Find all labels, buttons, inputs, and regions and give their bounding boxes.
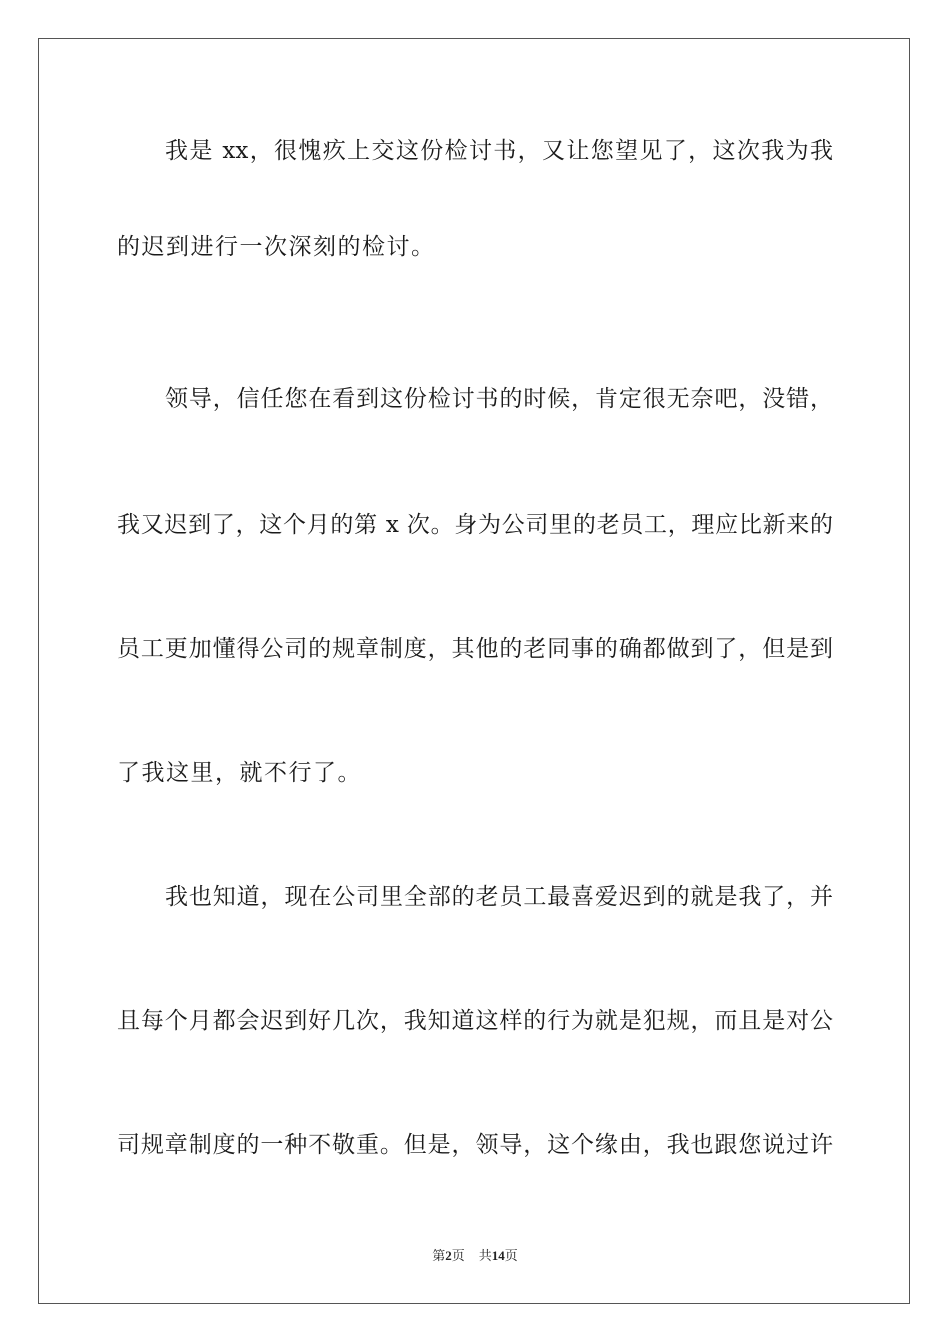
paragraph-line: 且每个月都会迟到好几次，我知道这样的行为就是犯规，而且是对公 <box>117 1008 833 1034</box>
page-prefix: 第 <box>432 1248 446 1263</box>
page-footer <box>0 1247 950 1265</box>
paragraph-line: 司规章制度的一种不敬重。但是，领导，这个缘由，我也跟您说过许 <box>117 1132 833 1158</box>
paragraph-line: 了我这里，就不行了。 <box>117 760 362 786</box>
total-suffix: 页 <box>504 1248 518 1263</box>
paragraph-line: 员工更加懂得公司的规章制度，其他的老同事的确都做到了，但是到 <box>117 636 833 662</box>
paragraph-line: 我又迟到了，这个月的第 x 次。身为公司里的老员工，理应比新来的 <box>117 512 833 538</box>
page-number: 2 <box>445 1248 452 1263</box>
page-border <box>38 38 910 1304</box>
paragraph-line: 我也知道，现在公司里全部的老员工最喜爱迟到的就是我了，并 <box>165 884 833 910</box>
page-suffix: 页 <box>451 1248 465 1263</box>
paragraph-line: 的迟到进行一次深刻的检讨。 <box>117 234 436 260</box>
paragraph-line: 我是 xx，很愧疚上交这份检讨书，又让您望见了，这次我为我 <box>165 138 833 164</box>
total-prefix: 共 <box>478 1248 492 1263</box>
total-pages: 14 <box>491 1248 505 1263</box>
paragraph-line: 领导，信任您在看到这份检讨书的时候，肯定很无奈吧，没错， <box>165 386 833 412</box>
